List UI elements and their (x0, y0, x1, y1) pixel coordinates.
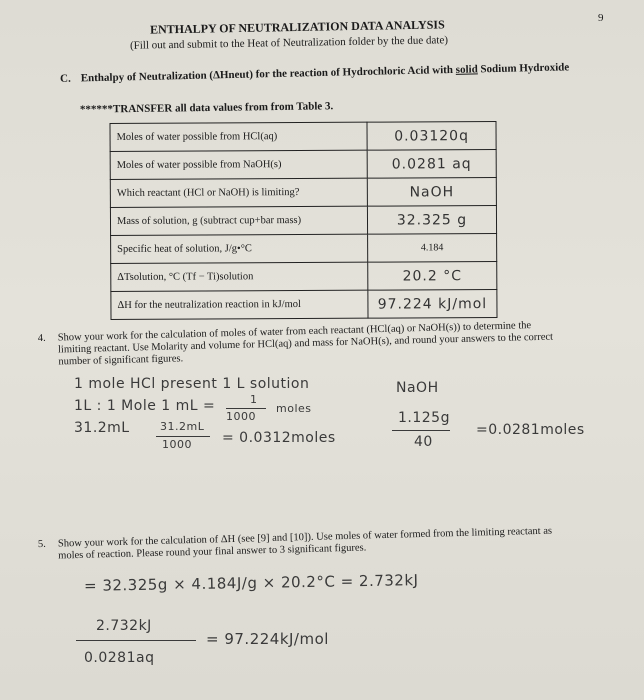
table-row (110, 121, 496, 151)
hw-q4-naoh-num: 1.125g (398, 410, 450, 426)
hw-q4-frac1-num: 1 (250, 393, 258, 406)
question-5-number: 5. (37, 538, 46, 551)
row-value: 20.2 °C (368, 261, 497, 290)
table-row (111, 233, 497, 263)
hw-q4-frac2-num: 31.2mL (160, 420, 205, 433)
hw-q4-result-naoh: =0.0281moles (476, 422, 585, 438)
section-c-underlined: solid (455, 63, 478, 76)
row-value: 0.0281 aq (367, 149, 496, 178)
row-label: Moles of water possible from NaOH(s) (110, 150, 367, 179)
section-c-heading (60, 60, 580, 87)
table-row (111, 289, 497, 319)
page-subtitle: (Fill out and submit to the Heat of Neutralization folder by the due date) (129, 34, 449, 52)
hw-q4-frac1-den: 1000 (226, 410, 256, 423)
transfer-note: ******TRANSFER all data values from from Table 3. (79, 100, 334, 116)
row-value: 97.224 kJ/mol (368, 289, 497, 318)
question-4-number: 4. (37, 332, 46, 345)
row-value: 4.184 (368, 233, 497, 262)
section-c-text-after: Sodium Hydroxide (480, 61, 570, 76)
row-value: 32.325 g (367, 205, 496, 234)
hw-q4-line1: 1 mole HCl present 1 L solution (74, 376, 310, 392)
row-label: Moles of water possible from HCl(aq) (110, 122, 367, 151)
table-row (110, 177, 496, 207)
hw-q4-naoh-den: 40 (414, 434, 433, 450)
hw-q5-result: = 97.224kJ/mol (206, 630, 329, 648)
section-c-text: Enthalpy of Neutralization (ΔHneut) for the reaction of Hydrochloric Acid with (80, 63, 454, 85)
table-row (110, 205, 496, 235)
row-label: Specific heat of solution, J/g•°C (111, 234, 368, 263)
data-table (109, 121, 497, 320)
hw-q4-naoh-label: NaOH (396, 380, 439, 396)
question-5 (37, 525, 558, 562)
table-row (110, 149, 496, 179)
hw-q4-frac1-unit: moles (276, 402, 312, 415)
row-label: Which reactant (HCl or NaOH) is limiting? (110, 178, 367, 207)
hw-q5-line1: = 32.325g × 4.184J/g × 20.2°C = 2.732kJ (83, 571, 419, 595)
row-label: Mass of solution, g (subtract cup+bar mass) (110, 206, 367, 235)
hw-q4-frac2-den: 1000 (162, 438, 192, 451)
page-title: ENTHALPY OF NEUTRALIZATION DATA ANALYSIS (149, 17, 445, 37)
question-5-text: Show your work for the calculation of ΔH (see [9] and [10]). Use moles of water formed from the limiting reactant as moles of reaction. Please round your final answer to 3 significant figures. (57, 525, 553, 562)
section-c-label: C. (59, 72, 71, 85)
hw-fraction-bar (392, 430, 450, 431)
table-row (111, 261, 497, 291)
question-4-text: Show your work for the calculation of moles of water from each reactant (HCl(aq) or NaOH(s)) to determine the limiting reactant. Use Molarity and volume for HCl(aq) and mass for NaOH(s), and round your answers to the correct number of significant figures. (57, 320, 554, 368)
hw-q4-result-hcl: = 0.0312moles (222, 430, 336, 446)
question-4 (37, 319, 559, 368)
hw-q4-line3: 31.2mL (74, 420, 130, 436)
row-label: ΔTsolution, °C (Tf − Ti)solution (111, 262, 368, 291)
page-number: 9 (598, 12, 604, 24)
hw-fraction-bar (76, 640, 196, 641)
row-value: 0.03120q (367, 121, 496, 150)
row-label: ΔH for the neutralization reaction in kJ/mol (111, 290, 368, 319)
row-value: NaOH (367, 177, 496, 206)
hw-q4-line2: 1L : 1 Mole 1 mL = (74, 398, 216, 414)
hw-fraction-bar (226, 408, 266, 409)
hw-q5-frac-den: 0.0281aq (84, 650, 155, 666)
hw-fraction-bar (156, 436, 210, 437)
hw-q5-frac-num: 2.732kJ (96, 618, 152, 634)
